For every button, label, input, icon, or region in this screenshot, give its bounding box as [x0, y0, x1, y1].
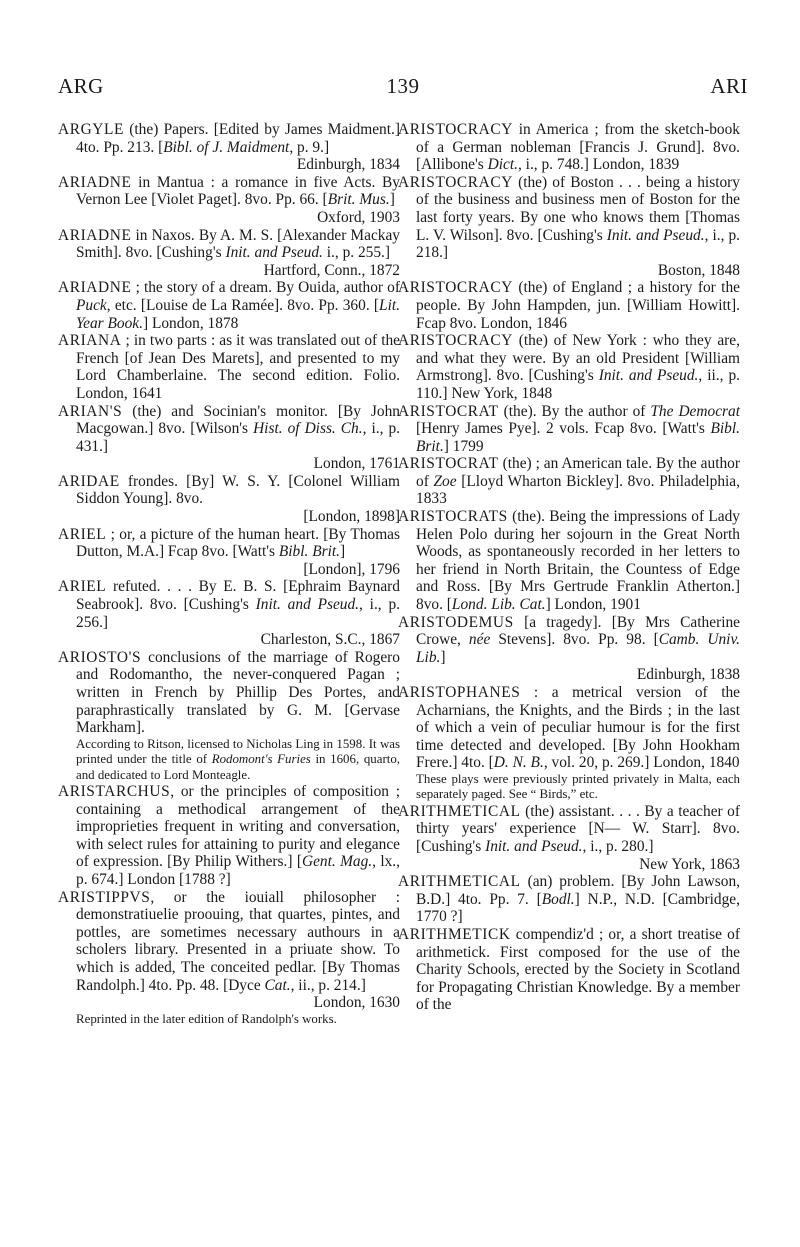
entry-text: [Henry James Pye]. 2 vols. Fcap 8vo. [Watt's: [416, 420, 711, 438]
entry-headword: ARITHMETICK: [398, 925, 511, 943]
entry-text: , lx., p. 674.] London [1788 ?]: [76, 853, 400, 888]
entry-text: , or the principles of composition ; containing a methodical arrangement of the improprieties frequent in writing and conversation, with select rules for attaining to purity and elegance of expression. [By Philip Withers.] [: [76, 783, 400, 871]
entry-text: : a metrical version of the Acharnians, the Knights, and the Birds ; in the last of which a vein of peculiar humour is for the first time detected and developed. [By John Hookham Frere.] 4to. [: [416, 684, 740, 772]
entry-imprint: London, 1630: [313, 994, 400, 1012]
entry-headword: ARITHMETICAL: [398, 802, 521, 820]
entry-headword: ARIADNE: [58, 226, 132, 244]
bibliography-entry: [398, 684, 740, 803]
bibliography-entry: [398, 174, 740, 280]
entry-headword: ARISTOCRAT: [398, 455, 499, 473]
entry-text: (the) assistant. . . . By a teacher of thirty years' experience [N— W. Starr]. 8vo. [Cushing's: [416, 802, 740, 855]
bibliography-entry: [398, 403, 740, 456]
entry-headword: ARGYLE: [58, 121, 125, 138]
entry-body: [58, 403, 400, 456]
entry-text: (the). By the author of: [498, 402, 651, 420]
bibliography-entry: [58, 227, 400, 280]
italic-title: née: [468, 631, 491, 649]
entry-headword: ARIANA: [58, 332, 122, 350]
bibliography-entry: [398, 803, 740, 873]
entry-headword: ARIOSTO'S: [58, 648, 142, 666]
entry-imprint: [London, 1898]: [303, 508, 400, 526]
entry-headword: ARIEL: [58, 525, 107, 543]
entry-text: Reprinted in the later edition of Randolph's works.: [76, 1011, 337, 1026]
entry-body: [58, 649, 400, 737]
entry-note: [398, 772, 740, 803]
entry-body: [398, 873, 740, 926]
bibliography-entry: [58, 279, 400, 332]
entry-text: ; or, a picture of the human heart. [By Thomas Dutton, M.A.] Fcap 8vo. [Watt's: [76, 525, 400, 561]
italic-title: The Democrat: [650, 402, 740, 420]
italic-title: Bibl. Brit.: [416, 420, 740, 455]
entry-text: ]: [440, 648, 446, 666]
entry-headword: ARISTODEMUS: [398, 613, 514, 631]
entry-text: , ii., p. 110.] New York, 1848: [416, 367, 740, 402]
entry-text: These plays were previously printed privately in Malta, each separately paged. See “ Birds,” etc.: [416, 771, 740, 802]
entry-headword: ARISTIPPVS: [58, 888, 151, 906]
entry-imprint: New York, 1863: [639, 855, 740, 873]
entry-text: (the) of New York : who they are, and what they were. By an old President [William Armstrong]. 8vo. [Cushing's: [416, 332, 740, 385]
entry-headword: ARITHMETICAL: [398, 873, 521, 891]
entry-headword: ARIADNE: [58, 173, 132, 191]
entry-imprint: Edinburgh, 1834: [296, 156, 400, 174]
bibliography-entry: [58, 174, 400, 227]
entry-imprint: Charleston, S.C., 1867: [260, 631, 400, 649]
entry-text: (the) of England ; a history for the people. By John Hampden, jun. [William Howitt]. Fcap 8vo. London, 1846: [416, 279, 740, 332]
entry-imprint: Edinburgh, 1838: [636, 666, 740, 684]
entry-text: , i., p. 256.]: [76, 596, 400, 631]
entry-text: According to Ritson, licensed to Nicholas Ling in 1598. It was printed under the title of: [76, 736, 400, 767]
left-column: [58, 121, 400, 1027]
entry-text: (the) of Boston . . . being a history of the business and business men of Boston for the last forty years. By one who knows them [Thomas L. V. Wilson]. 8vo. [Cushing's: [416, 173, 740, 244]
bibliography-entry: [398, 455, 740, 508]
entry-text: (the) ; an American tale. By the author of: [416, 455, 740, 490]
italic-title: Init. and Pseud.: [598, 367, 699, 385]
entry-body: [58, 227, 400, 262]
entry-imprint: Hartford, Conn., 1872: [263, 261, 400, 279]
bibliography-entry: [398, 873, 740, 926]
bibliography-entry: [58, 526, 400, 579]
entry-body: [58, 473, 400, 508]
entry-text: , p. 9.]: [289, 138, 330, 156]
italic-title: Rodomont's Furies: [211, 752, 311, 767]
italic-title: Dict.: [487, 156, 518, 174]
entry-text: in Naxos. By A. M. S. [Alexander Mackay Smith]. 8vo. [Cushing's: [76, 226, 400, 262]
entry-text: in 1606, quarto, and dedicated to Lord Monteagle.: [76, 752, 400, 782]
italic-title: Hist. of Diss. Ch.: [253, 420, 363, 438]
right-column: [398, 121, 740, 1014]
entry-text: ]: [389, 191, 395, 209]
italic-title: Cat.: [264, 976, 291, 994]
entry-text: (the). Being the impressions of Lady Helen Polo during her sojourn in the Great North Woods, as spontaneously recorded in her letters to her friend in North Britain, the Countess of Edge and Ross. [By Mrs Gertrude Franklin Atherton.] 8vo. [: [416, 508, 740, 614]
italic-title: Lit. Year Book.: [76, 296, 400, 332]
bibliography-entry: [58, 121, 400, 174]
entry-imprint: Boston, 1848: [657, 261, 740, 279]
entry-note: [58, 1012, 400, 1027]
italic-title: Bibl. of J. Maidment: [163, 138, 290, 156]
entry-imprint: [London], 1796: [303, 560, 400, 578]
entry-text: ] N.P., N.D. [Cambridge, 1770 ?]: [416, 890, 740, 926]
italic-title: Brit. Mus.: [327, 191, 390, 209]
entry-text: in America ; from the sketch-book of a German nobleman [Francis J. Grund]. 8vo. [Allibone's: [416, 121, 740, 174]
entry-text: ; the story of a dream. By Ouida, author of: [131, 279, 400, 297]
bibliography-entry: [58, 783, 400, 889]
bibliography-entry: [398, 614, 740, 684]
entry-body: [58, 121, 400, 156]
running-head-left: ARG: [58, 74, 104, 98]
entry-text: ]: [340, 543, 346, 561]
entry-body: [58, 889, 400, 995]
entry-body: [398, 455, 740, 508]
entry-headword: ARISTOCRACY: [398, 173, 513, 191]
entry-imprint: London, 1761: [313, 455, 400, 473]
bibliography-entry: [398, 926, 740, 1014]
bibliography-entry: [58, 403, 400, 473]
bibliography-entry: [398, 279, 740, 332]
italic-title: Gent. Mag.: [301, 853, 373, 871]
entry-body: [58, 526, 400, 561]
entry-body: [398, 926, 740, 1014]
entry-headword: ARISTOCRACY: [398, 332, 513, 350]
entry-body: [58, 783, 400, 889]
entry-headword: ARIAN'S: [58, 402, 123, 420]
entry-headword: ARISTOCRACY: [398, 279, 513, 297]
entry-body: [398, 332, 740, 402]
bibliography-entry: [58, 578, 400, 648]
entry-imprint: Oxford, 1903: [317, 208, 400, 226]
entry-headword: ARISTOCRAT: [398, 402, 499, 420]
bibliography-entry: [58, 473, 400, 526]
entry-body: [398, 508, 740, 614]
entry-headword: ARISTOCRACY: [398, 121, 513, 138]
entry-text: , ii., p. 214.]: [290, 976, 366, 994]
italic-title: Camb. Univ. Lib.: [416, 631, 740, 666]
italic-title: Init. and Pseud.: [606, 226, 705, 244]
entry-body: [58, 332, 400, 402]
entry-text: compendiz'd ; or, a short treatise of arithmetick. First composed for the use of the Charity Schools, erected by the Society in Scotland for Propagating Christian Knowledge. By a member of the: [416, 925, 740, 1014]
entry-body: [58, 279, 400, 332]
entry-text: ; in two parts : as it was translated out of the French [of Jean Des Marets], and presented to my Lord Chamberlaine. The second edition. Folio. London, 1641: [76, 332, 400, 402]
entry-text: conclusions of the marriage of Rogero and Rodomantho, the never-conquered Pagan ; written in French by Phillip Des Portes, and paraphrastically translated by G. M. [Gervase Markham].: [76, 648, 400, 737]
italic-title: D. N. B.: [493, 754, 544, 772]
entry-text: ] 1799: [443, 437, 484, 455]
entry-text: , i., p. 748.] London, 1839: [517, 156, 680, 174]
bibliography-entry: [398, 508, 740, 614]
entry-text: , i., p. 431.]: [76, 420, 400, 455]
entry-text: , etc. [Louise de La Ramée]. 8vo. Pp. 360. [: [106, 296, 380, 314]
entry-headword: ARISTOCRATS: [398, 508, 508, 526]
entry-body: [398, 279, 740, 332]
entry-body: [58, 174, 400, 209]
entry-headword: ARIADNE: [58, 279, 132, 297]
entry-text: [Lloyd Wharton Bickley]. 8vo. Philadelphia, 1833: [416, 472, 740, 508]
running-head: [58, 74, 748, 104]
running-head-right: ARI: [710, 74, 748, 98]
italic-title: Zoe: [433, 472, 457, 490]
entry-body: [58, 578, 400, 631]
entry-headword: ARISTOPHANES: [398, 684, 521, 701]
entry-body: [398, 121, 740, 174]
entry-text: Stevens]. 8vo. Pp. 98. [: [490, 631, 659, 649]
entry-text: , i., p. 280.]: [582, 837, 654, 855]
italic-title: Init. and Pseud.: [485, 837, 583, 855]
italic-title: Puck: [76, 296, 107, 314]
italic-title: Init. and Pseud.: [225, 244, 323, 262]
italic-title: Bibl. Brit.: [278, 543, 341, 561]
entry-text: refuted. . . . By E. B. S. [Ephraim Baynard Seabrook]. 8vo. [Cushing's: [76, 578, 400, 614]
bibliography-entry: [398, 121, 740, 174]
entry-text: , vol. 20, p. 269.] London, 1840: [543, 754, 740, 772]
entry-body: [398, 803, 740, 856]
italic-title: Lond. Lib. Cat.: [451, 596, 546, 614]
entry-text: [a tragedy]. [By Mrs Catherine Crowe,: [416, 613, 740, 649]
entry-text: (an) problem. [By John Lawson, B.D.] 4to. Pp. 7. [: [416, 873, 740, 908]
entry-headword: ARIDAE: [58, 472, 120, 490]
entry-text: i., p. 255.]: [322, 244, 391, 262]
bibliography-entry: [398, 332, 740, 402]
entry-headword: ARIEL: [58, 578, 107, 596]
entry-body: [398, 174, 740, 262]
entry-text: (the) Papers. [Edited by James Maidment.] 4to. Pp. 213. [: [76, 121, 400, 156]
entry-text: ] London, 1901: [545, 596, 641, 614]
entry-text: (the) and Socinian's monitor. [By John Macgowan.] 8vo. [Wilson's: [76, 402, 400, 438]
entry-text: , i., p. 218.]: [416, 226, 741, 262]
entry-headword: ARISTARCHUS: [58, 783, 171, 800]
italic-title: Init. and Pseud.: [255, 596, 360, 614]
entry-note: [58, 737, 400, 783]
entry-text: , or the iouiall philosopher : demonstratiuelie proouing, that quartes, pintes, and pottles, are sometimes necessary authours in a scholers library. Presented in a priuate show. To which is added, The conceited pedlar. [By Thomas Randolph.] 4to. Pp. 48. [Dyce: [76, 888, 400, 994]
entry-body: [398, 403, 740, 456]
bibliography-entry: [58, 889, 400, 1028]
entry-body: [398, 684, 740, 772]
entry-body: [398, 614, 740, 667]
bibliography-entry: [58, 332, 400, 402]
page-number: 139: [386, 74, 420, 98]
italic-title: Bodl.: [541, 890, 575, 908]
bibliography-entry: [58, 649, 400, 783]
entry-text: in Mantua : a romance in five Acts. By Vernon Lee [Violet Paget]. 8vo. Pp. 66. [: [76, 173, 400, 209]
entry-text: frondes. [By] W. S. Y. [Colonel William Siddon Young]. 8vo.: [76, 472, 400, 508]
entry-text: ] London, 1878: [142, 314, 239, 332]
